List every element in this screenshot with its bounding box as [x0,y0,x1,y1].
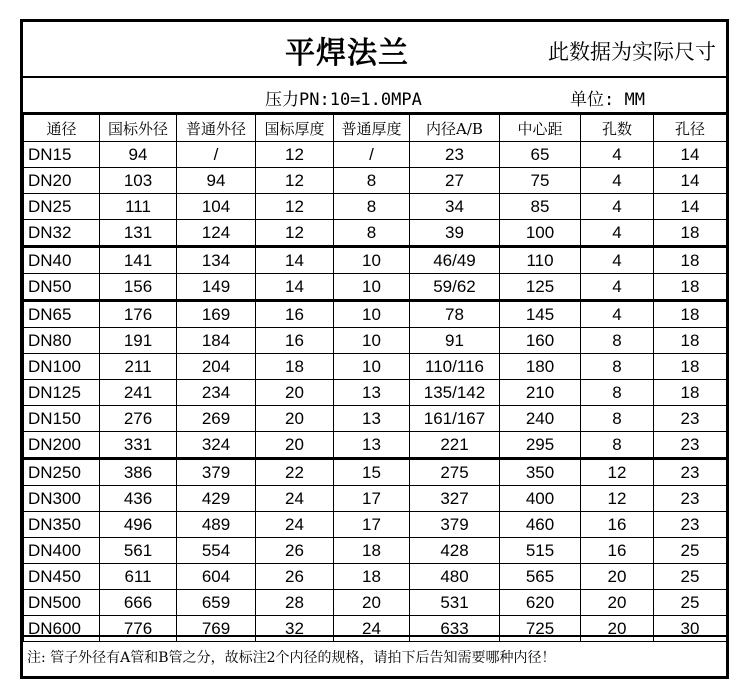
table-cell: 125 [500,274,581,301]
table-cell: 14 [256,274,334,301]
table-cell: 240 [500,406,581,432]
table-cell: 8 [581,432,654,459]
table-row [24,142,727,168]
table-cell: 379 [177,459,256,486]
table-cell: 18 [654,274,727,301]
table-cell: 16 [581,512,654,538]
table-cell: 13 [334,406,410,432]
table-cell: 91 [410,328,500,354]
table-cell: 30 [654,616,727,642]
table-cell: 241 [100,380,177,406]
table-cell: 4 [581,142,654,168]
table-cell: 20 [334,590,410,616]
table-row [24,168,727,194]
unit-label: 单位: MM [570,90,645,110]
table-cell: 8 [581,328,654,354]
header-inner-diameter: 内径A/B [410,115,500,142]
table-row [24,354,727,380]
table-cell: 10 [334,328,410,354]
table-cell: 59/62 [410,274,500,301]
table-cell: 156 [100,274,177,301]
table-cell: 25 [654,564,727,590]
table-cell: 26 [256,538,334,564]
table-cell: 436 [100,486,177,512]
table-cell: 14 [654,142,727,168]
table-cell: 4 [581,247,654,274]
table-cell: 18 [334,538,410,564]
table-cell: 23 [654,459,727,486]
table-cell: 32 [256,616,334,642]
table-cell: 184 [177,328,256,354]
header-hole-diameter: 孔径 [654,115,727,142]
table-cell: 20 [256,406,334,432]
pressure-rating: 压力PN:10=1.0MPA [265,90,422,110]
table-cell: 110/116 [410,354,500,380]
table-cell: 8 [334,194,410,220]
table-cell: 611 [100,564,177,590]
table-cell: 769 [177,616,256,642]
table-cell: 20 [256,380,334,406]
table-cell: 10 [334,354,410,380]
table-cell: 12 [581,486,654,512]
table-cell: 23 [654,512,727,538]
table-cell: 23 [654,432,727,459]
header-gb-outer-diameter: 国标外径 [100,115,177,142]
table-row [24,380,727,406]
table-cell: 565 [500,564,581,590]
table-cell: 327 [410,486,500,512]
table-row [24,486,727,512]
info-row [23,78,726,114]
table-row [24,274,727,301]
header-std-thickness: 普通厚度 [334,115,410,142]
table-cell: 4 [581,220,654,247]
table-cell: 39 [410,220,500,247]
table-cell: 24 [256,512,334,538]
table-cell: 4 [581,274,654,301]
table-cell: 8 [581,380,654,406]
header-gb-thickness: 国标厚度 [256,115,334,142]
table-cell: 25 [654,538,727,564]
table-cell: 515 [500,538,581,564]
table-cell: 428 [410,538,500,564]
table-cell: 400 [500,486,581,512]
table-cell: / [334,142,410,168]
spec-table [23,114,727,642]
table-cell: 8 [581,406,654,432]
table-cell: 110 [500,247,581,274]
table-cell: DN150 [24,406,100,432]
table-row [24,301,727,328]
table-cell: 16 [581,538,654,564]
table-cell: 776 [100,616,177,642]
table-cell: 135/142 [410,380,500,406]
table-cell: 234 [177,380,256,406]
table-cell: 10 [334,301,410,328]
table-cell: 16 [256,301,334,328]
table-cell: DN350 [24,512,100,538]
table-cell: 379 [410,512,500,538]
table-cell: 94 [177,168,256,194]
table-cell: 22 [256,459,334,486]
table-cell: 16 [256,328,334,354]
table-cell: DN100 [24,354,100,380]
table-row [24,247,727,274]
footnote: 注: 管子外径有A管和B管之分，故标注2个内径的规格，请拍下后告知需要哪种内径！ [27,650,556,666]
table-row [24,194,727,220]
table-cell: 4 [581,301,654,328]
table-cell: 211 [100,354,177,380]
table-cell: 210 [500,380,581,406]
table-cell: DN80 [24,328,100,354]
table-cell: 28 [256,590,334,616]
table-cell: 26 [256,564,334,590]
table-cell: 386 [100,459,177,486]
table-cell: DN600 [24,616,100,642]
table-cell: 489 [177,512,256,538]
table-cell: 111 [100,194,177,220]
table-cell: DN400 [24,538,100,564]
table-cell: 169 [177,301,256,328]
table-cell: 13 [334,432,410,459]
table-cell: 276 [100,406,177,432]
table-cell: 131 [100,220,177,247]
footnote-row [23,635,726,676]
table-row [24,432,727,459]
table-cell: DN200 [24,432,100,459]
table-cell: 8 [581,354,654,380]
table-cell: 176 [100,301,177,328]
table-cell: / [177,142,256,168]
table-cell: 75 [500,168,581,194]
header-center-distance: 中心距 [500,115,581,142]
table-cell: 331 [100,432,177,459]
table-cell: 27 [410,168,500,194]
table-cell: 633 [410,616,500,642]
table-cell: 24 [334,616,410,642]
table-row [24,328,727,354]
table-cell: 13 [334,380,410,406]
table-cell: DN65 [24,301,100,328]
table-cell: 141 [100,247,177,274]
table-cell: 18 [654,328,727,354]
table-row [24,512,727,538]
page-title: 平焊法兰 [285,36,409,71]
table-cell: 180 [500,354,581,380]
table-row [24,406,727,432]
table-cell: 161/167 [410,406,500,432]
table-cell: 10 [334,274,410,301]
table-cell: 17 [334,512,410,538]
table-cell: 18 [654,380,727,406]
table-cell: 191 [100,328,177,354]
table-cell: DN125 [24,380,100,406]
table-cell: 46/49 [410,247,500,274]
table-cell: 429 [177,486,256,512]
table-cell: DN450 [24,564,100,590]
table-row [24,538,727,564]
table-cell: 275 [410,459,500,486]
table-cell: 496 [100,512,177,538]
table-cell: 134 [177,247,256,274]
table-cell: 12 [256,220,334,247]
table-cell: 324 [177,432,256,459]
table-cell: 8 [334,168,410,194]
table-row [24,564,727,590]
flange-spec-sheet [20,19,729,679]
table-cell: 10 [334,247,410,274]
table-cell: 14 [654,194,727,220]
table-cell: 124 [177,220,256,247]
table-cell: 725 [500,616,581,642]
table-body [24,142,727,642]
table-cell: 85 [500,194,581,220]
table-cell: 23 [654,406,727,432]
table-cell: 25 [654,590,727,616]
table-cell: DN300 [24,486,100,512]
table-cell: 480 [410,564,500,590]
table-cell: DN500 [24,590,100,616]
table-cell: 561 [100,538,177,564]
table-cell: 12 [256,168,334,194]
table-header-row [24,115,727,142]
table-cell: DN15 [24,142,100,168]
table-cell: 94 [100,142,177,168]
table-cell: 104 [177,194,256,220]
table-cell: 659 [177,590,256,616]
table-cell: 18 [654,354,727,380]
table-cell: DN20 [24,168,100,194]
table-cell: 12 [256,142,334,168]
table-cell: 20 [581,616,654,642]
table-cell: 145 [500,301,581,328]
table-cell: DN32 [24,220,100,247]
table-cell: 604 [177,564,256,590]
table-cell: 295 [500,432,581,459]
table-cell: 24 [256,486,334,512]
table-cell: 18 [334,564,410,590]
table-row [24,220,727,247]
table-cell: 17 [334,486,410,512]
table-cell: DN25 [24,194,100,220]
table-row [24,459,727,486]
table-cell: 65 [500,142,581,168]
header-nominal-diameter: 通径 [24,115,100,142]
table-cell: 23 [410,142,500,168]
table-cell: 204 [177,354,256,380]
table-cell: 160 [500,328,581,354]
table-cell: 149 [177,274,256,301]
table-cell: 8 [334,220,410,247]
table-cell: 460 [500,512,581,538]
actual-size-note: 此数据为实际尺寸 [548,40,716,64]
table-cell: 12 [256,194,334,220]
table-cell: 14 [654,168,727,194]
header-hole-count: 孔数 [581,115,654,142]
table-cell: DN250 [24,459,100,486]
table-cell: 18 [654,247,727,274]
table-cell: DN40 [24,247,100,274]
table-cell: 554 [177,538,256,564]
table-cell: 20 [256,432,334,459]
table-cell: DN50 [24,274,100,301]
table-cell: 620 [500,590,581,616]
table-cell: 221 [410,432,500,459]
table-cell: 18 [654,301,727,328]
table-cell: 350 [500,459,581,486]
table-cell: 14 [256,247,334,274]
table-cell: 20 [581,564,654,590]
table-cell: 103 [100,168,177,194]
table-row [24,590,727,616]
table-cell: 15 [334,459,410,486]
table-cell: 20 [581,590,654,616]
table-cell: 23 [654,486,727,512]
table-cell: 34 [410,194,500,220]
header-std-outer-diameter: 普通外径 [177,115,256,142]
title-row [23,22,726,78]
table-cell: 531 [410,590,500,616]
table-cell: 78 [410,301,500,328]
table-cell: 18 [256,354,334,380]
table-cell: 100 [500,220,581,247]
table-cell: 269 [177,406,256,432]
table-cell: 666 [100,590,177,616]
table-cell: 4 [581,194,654,220]
table-cell: 4 [581,168,654,194]
table-cell: 18 [654,220,727,247]
table-cell: 12 [581,459,654,486]
